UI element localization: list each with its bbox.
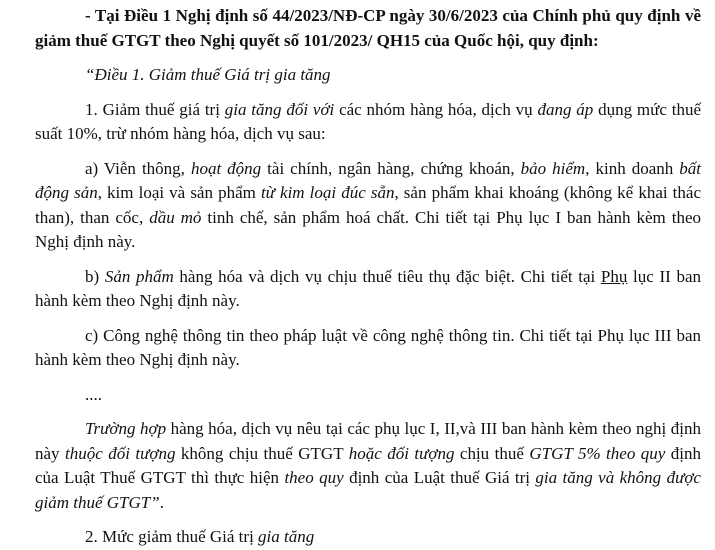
item-b-underlined: Phụ [600, 266, 628, 286]
clause-1-italic-2: đang áp [537, 99, 594, 119]
case-italic-2: thuộc đối tượng [65, 443, 176, 463]
item-b-paragraph [35, 265, 701, 314]
ellipsis: .... [85, 384, 102, 404]
case-text-1: hàng hóa, dịch vụ nêu tại các phụ lục I, II,và III ban hành kèm theo nghị định này [35, 419, 701, 463]
item-a-italic-5: dầu mỏ [149, 207, 202, 227]
case-text-5: định của Luật thuế Giá trị [343, 468, 536, 487]
case-italic-3: hoặc đối tượng [348, 443, 455, 463]
item-b-text-3: lục II ban hành kèm theo Nghị định này. [35, 266, 701, 310]
clause-1-text-1: 1. Giảm thuế giá trị [85, 99, 225, 119]
case-text-4: định của Luật Thuế GTGT thì thực hiện [35, 443, 701, 487]
article-title-main: “Điều 1. Giảm thuế Giá trị [85, 65, 275, 84]
item-a-text-4: , kim loại và sản phẩm [97, 183, 261, 202]
clause-1-text-3: dụng mức thuế suất 10%, trừ nhóm hàng hóa, dịch vụ sau: [35, 99, 702, 143]
case-italic-1: Trường hợp [85, 419, 167, 438]
item-b-text-1: b) [85, 266, 105, 286]
clause-1-paragraph [35, 98, 701, 147]
item-a-italic-1: hoạt động [190, 158, 262, 178]
item-b-italic-1: Sản phẩm [104, 266, 174, 286]
item-a-text-5: , sản phẩm khai khoáng (không kể khai thác than), than cốc, [35, 183, 701, 227]
case-paragraph [35, 417, 701, 515]
clause-2-title [35, 525, 701, 550]
case-text-2: không chịu thuế GTGT [175, 443, 349, 463]
item-b-text-2: hàng hóa và dịch vụ chịu thuế tiêu thụ đặc biệt. Chi tiết tại [173, 266, 601, 286]
item-a-italic-4: từ kim loại đúc sẵn [260, 183, 395, 202]
heading-paragraph: - Tại Điều 1 Nghị định số 44/2023/NĐ-CP ngày 30/6/2023 của Chính phủ quy định về giảm thuế GTGT theo Nghị quyết số 101/2023/ QH15 của Quốc hội, quy định: [35, 6, 701, 50]
clause-1-text-2: các nhóm hàng hóa, dịch vụ [334, 99, 538, 119]
item-a-text-6: tinh chế, sản phẩm hoá chất. Chi tiết tại Phụ lục I ban hành kèm theo Nghị định này. [35, 207, 701, 251]
article-title [35, 63, 701, 88]
case-text-6: . [159, 492, 164, 512]
item-a-paragraph [35, 157, 701, 255]
item-c-paragraph: c) Công nghệ thông tin theo pháp luật về công nghệ thông tin. Chi tiết tại Phụ lục III ban hành kèm theo Nghị định này. [35, 325, 701, 369]
clause-1-italic-1: gia tăng đối với [224, 99, 335, 119]
case-italic-5: theo quy [284, 468, 344, 487]
article-title-end: gia tăng [274, 65, 331, 84]
clause-2-title-main: 2. Mức giảm thuế Giá trị [85, 527, 259, 546]
case-italic-4: GTGT 5% theo quy [529, 443, 666, 463]
case-italic-6: gia tăng và không được giảm thuế GTGT” [35, 468, 701, 512]
clause-2-title-end: gia tăng [258, 527, 315, 546]
item-a-italic-3: bất động sản [35, 158, 701, 202]
item-a-text-3: , kinh doanh [585, 158, 680, 178]
case-text-3: chịu thuế [454, 443, 530, 463]
item-a-text-1: a) Viễn thông, [85, 158, 191, 178]
item-a-text-2: tài chính, ngân hàng, chứng khoán, [261, 158, 521, 178]
item-a-italic-2: bảo hiểm [520, 158, 586, 178]
